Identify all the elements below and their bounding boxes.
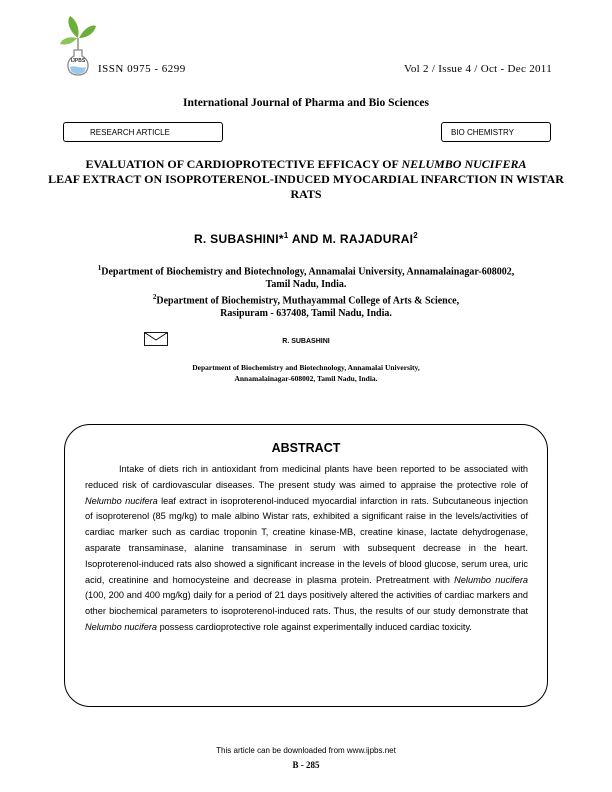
journal-logo — [58, 14, 98, 78]
abstract-s4: possess cardioprotective role against experimentally induced cardiac toxicity. — [157, 621, 472, 632]
author-separator: AND — [288, 232, 323, 246]
author-list — [0, 231, 612, 246]
corresponding-author-name: R. SUBASHINI — [282, 338, 330, 345]
article-type-box — [63, 122, 223, 142]
title-part1: EVALUATION OF CARDIOPROTECTIVE EFFICACY OF — [85, 157, 402, 171]
abstract-heading: ABSTRACT — [271, 441, 341, 455]
author-1-sup: 1 — [283, 231, 289, 240]
abstract-s1: Intake of diets rich in antioxidant from medicinal plants have been reported to be associated with reduced risk of cardiovascular diseases. The present study was aimed to appraise the protective role of — [85, 464, 528, 490]
abstract-species-3: Nelumbo nucifera — [85, 621, 158, 632]
title-part2: LEAF EXTRACT ON ISOPROTERENOL-INDUCED MYOCARDIAL INFARCTION IN WISTAR RATS — [48, 172, 564, 201]
author-2-sup: 2 — [413, 231, 419, 240]
article-type: RESEARCH ARTICLE — [90, 128, 170, 137]
abstract-text — [85, 462, 528, 636]
page-number: B - 285 — [292, 760, 320, 770]
author-2: M. RAJADURAI — [322, 232, 414, 246]
volume-issue: Vol 2 / Issue 4 / Oct - Dec 2011 — [404, 63, 552, 75]
affil-1-line1: Department of Biochemistry and Biotechnology, Annamalai University, Annamalainagar-608002, — [101, 266, 515, 278]
abstract-s2: leaf extract in isoproterenol-induced myocardial infarction in rats. Subcutaneous injection of isoproterenol (85 mg/kg) to male albino Wistar rats, exhibited a significant raise in the levels/activities of cardiac marker such as cardiac troponin T, creatine kinase-MB, creatine kinase, lactate dehydrogenase, asparate transaminase, alanine transaminase in serum with subsequent decrease in the heart. Isoproterenol-induced rats also showed a significant increase in the levels of blood glucose, serum urea, uric acid, creatinine and homocysteine and decrease in plasma protein. Pretreatment with — [85, 495, 529, 585]
affil-1-line2: Tamil Nadu, India. — [265, 278, 347, 290]
affil-2-line1: Department of Biochemistry, Muthayammal College of Arts & Science, — [156, 295, 460, 307]
abstract-s3: (100, 200 and 400 mg/kg) daily for a period of 21 days positively altered the activities of cardiac markers and other biochemical parameters to isoproterenol-induced rats. Thus, the results of our study demonstrate that — [85, 590, 528, 617]
affil-1-num: 1 — [97, 264, 102, 272]
corresponding-affiliation — [100, 362, 512, 384]
subject-box — [441, 122, 551, 142]
abstract-species-2: Nelumbo nucifera — [454, 574, 528, 585]
author-1: R. SUBASHINI* — [193, 232, 284, 246]
logo-text: IJPBS — [70, 58, 86, 64]
affil-2-line2: Rasipuram - 637408, Tamil Nadu, India. — [220, 308, 392, 320]
subject: BIO CHEMISTRY — [451, 128, 514, 137]
issn: ISSN 0975 - 6299 — [98, 63, 186, 75]
affil-2-num: 2 — [152, 293, 157, 302]
journal-name: International Journal of Pharma and Bio Sciences — [183, 97, 429, 109]
corr-affil-line2: Annamalainagar-608002, Tamil Nadu, India. — [234, 374, 378, 383]
article-title — [40, 157, 572, 202]
abstract-species-1: Nelumbo nucifera — [85, 495, 158, 506]
flask-leaf-icon — [58, 14, 98, 78]
download-note: This article can be downloaded from www.ijpbs.net — [216, 746, 396, 755]
affiliations — [60, 262, 552, 321]
title-species: NELUMBO NUCIFERA — [401, 157, 527, 171]
corr-affil-line1: Department of Biochemistry and Biotechnology, Annamalai University, — [192, 363, 420, 372]
